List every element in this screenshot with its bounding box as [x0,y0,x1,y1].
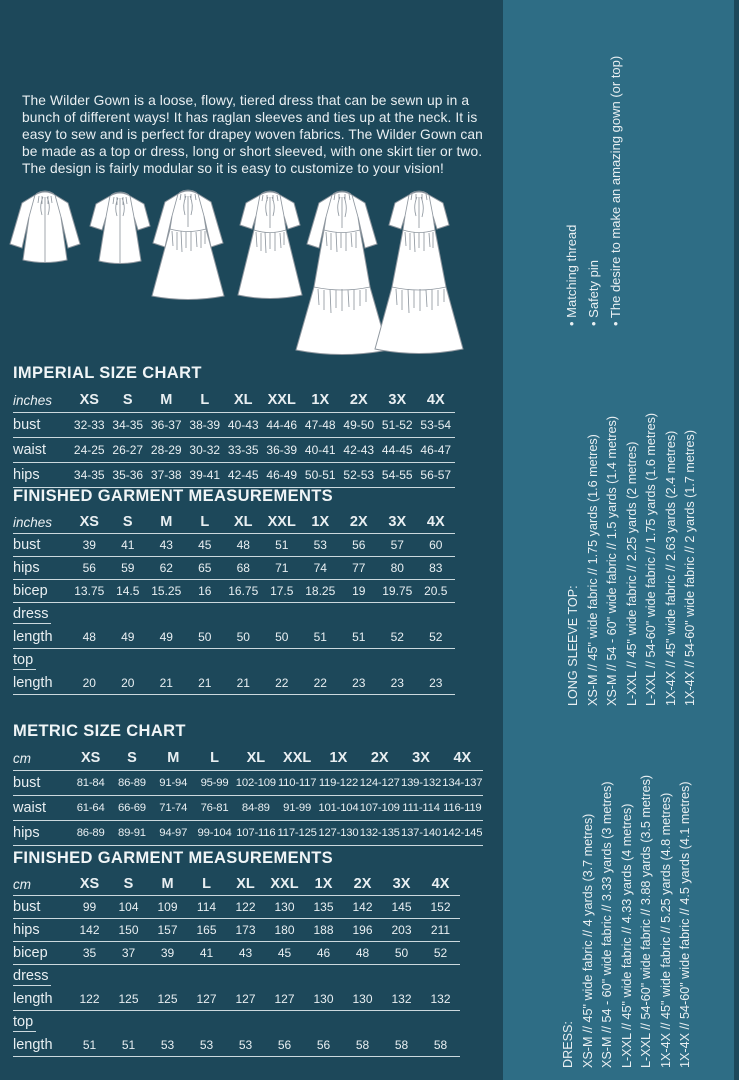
measurement-value: 42-45 [227,468,259,482]
measurement-value: 57 [390,538,404,552]
measurement-value: 68 [236,561,250,575]
measurement-value: 99 [82,900,97,914]
list-item: L-XXL // 45" wide fabric // 2.25 yards (2 metres) [624,441,639,706]
measurement-value: 104 [118,900,139,914]
measurement-value: 173 [235,923,256,937]
measurement-value: 95-99 [200,777,229,789]
table-row [13,988,460,1011]
size-column-header: 1X [311,514,330,530]
measurement-value: 135 [313,900,334,914]
row-label: length [13,991,53,1007]
measurement-value: 14.5 [116,584,140,598]
measurement-value: 117-125 [277,827,317,839]
measurement-value: 49 [159,630,173,644]
illustration-short-sleeve-two-tier-gown [375,191,463,354]
measurement-value: 19.75 [382,584,413,598]
measurement-value: 111-114 [402,802,440,814]
table-row [13,919,460,942]
measurement-value: 51 [352,630,366,644]
measurement-value: 130 [313,992,334,1006]
size-column-header: M [167,750,180,766]
metric-size-chart-table [13,746,483,846]
size-column-header: 4X [431,876,450,892]
measurement-value: 39 [160,946,175,960]
measurement-value: 43 [238,946,253,960]
measurement-value: 23 [352,676,366,690]
measurement-value: 196 [352,923,373,937]
measurement-value: 39-41 [189,468,221,482]
measurement-value: 77 [352,561,366,575]
measurement-value: 40-43 [227,418,259,432]
measurement-value: 142-145 [442,827,483,839]
row-label: hips [13,560,40,576]
measurement-value: 107-116 [236,827,276,839]
unit-label: cm [13,751,31,766]
measurement-value: 61-64 [76,802,105,814]
measurement-value: 50 [236,630,250,644]
table-row [13,965,460,988]
row-label: bust [13,537,41,553]
measurement-value: 53 [313,538,327,552]
size-column-header: XS [79,876,100,892]
measurement-value: 152 [430,900,451,914]
size-column-header: XS [79,514,99,530]
size-column-header: XXL [283,750,312,766]
list-item: 1X-4X // 54-60" wide fabric // 4.5 yards (4.1 metres) [678,781,692,1068]
table-header-row [13,388,455,413]
table-row [13,821,483,846]
measurement-value: 52 [390,630,404,644]
size-column-header: XL [236,876,255,892]
measurement-value: 62 [159,561,173,575]
table-row [13,1011,460,1034]
list-item: XS-M // 54 - 60" wide fabric // 3.33 yards (3 metres) [600,781,614,1068]
list-item: 1X-4X // 45" wide fabric // 2.63 yards (2.4 metres) [663,430,678,706]
size-column-header: L [200,514,210,530]
measurement-value: 51 [82,1038,97,1052]
illustration-short-sleeve-top [90,192,150,264]
list-item: L-XXL // 54-60" wide fabric // 3.88 yards (3.5 metres) [639,774,653,1068]
measurement-value: 165 [196,923,217,937]
size-column-header: M [161,876,174,892]
size-column-header: S [122,514,133,530]
measurement-value: 36-37 [150,418,182,432]
imperial-size-chart-section [13,364,455,488]
measurement-value: 41 [199,946,214,960]
measurement-value: 36-39 [266,443,298,457]
measurement-value: 132 [430,992,451,1006]
size-column-header: XL [233,392,253,408]
measurement-value: 91-94 [159,777,188,789]
long-sleeve-top-fabric-lines [584,368,701,706]
size-column-header: XS [80,750,101,766]
measurement-value: 48 [355,946,370,960]
measurement-value: 46 [316,946,331,960]
table-row [13,771,483,796]
measurement-value: 80 [390,561,404,575]
size-column-header: 2X [353,876,372,892]
measurement-value: 51 [275,538,289,552]
measurement-value: 157 [157,923,178,937]
measurement-value: 33-35 [227,443,259,457]
long-sleeve-top-fabric-requirements [564,368,701,706]
measurement-value: 48 [82,630,96,644]
metric-finished-measurements-title: FINISHED GARMENT MEASUREMENTS [13,849,333,867]
size-column-header: 2X [370,750,389,766]
measurement-value: 51 [313,630,327,644]
measurement-value: 13.75 [74,584,105,598]
table-row [13,1034,460,1057]
measurement-value: 145 [391,900,412,914]
measurement-value: 38-39 [189,418,221,432]
size-column-header: 3X [392,876,411,892]
measurement-value: 142 [79,923,100,937]
measurement-value: 84-89 [241,802,270,814]
measurement-value: 40-41 [304,443,336,457]
table-row [13,796,483,821]
list-item: • The desire to make an amazing gown (or top) [608,55,623,326]
measurement-value: 107-109 [359,802,400,814]
measurement-value: 50 [198,630,212,644]
size-column-header: XL [233,514,253,530]
measurement-value: 71-74 [159,802,188,814]
list-item: • Matching thread [564,224,579,326]
measurement-value: 41 [121,538,135,552]
measurement-value: 35 [82,946,97,960]
measurement-value: 58 [355,1038,370,1052]
measurement-value: 60 [429,538,443,552]
measurement-value: 56 [352,538,366,552]
measurement-value: 37 [121,946,136,960]
size-column-header: XS [79,392,99,408]
size-column-header: 2X [349,514,368,530]
row-label: bust [13,775,41,791]
measurement-value: 127 [196,992,217,1006]
imperial-finished-measurements-title: FINISHED GARMENT MEASUREMENTS [13,487,333,505]
metric-finished-measurements-table [13,873,460,1057]
size-column-header: S [127,750,137,766]
row-label: waist [13,442,47,458]
measurement-value: 211 [430,923,451,937]
row-label: top [13,652,36,670]
measurement-value: 45 [277,946,292,960]
measurement-value: 89-91 [117,827,146,839]
measurement-value: 20 [82,676,96,690]
dress-fabric-requirements [559,727,696,1068]
size-column-header: L [202,876,211,892]
table-header-row [13,873,460,896]
measurement-value: 101-104 [318,802,359,814]
measurement-value: 56 [316,1038,331,1052]
measurement-value: 50 [394,946,409,960]
measurement-value: 59 [121,561,135,575]
row-label: length [13,675,53,691]
dress-fabric-heading: DRESS: [561,1021,575,1068]
measurement-value: 65 [198,561,212,575]
measurement-value: 125 [118,992,139,1006]
imperial-size-chart-table [13,388,455,488]
measurement-value: 49-50 [343,418,375,432]
illustration-long-sleeve-two-tier-gown [296,191,388,355]
measurement-value: 125 [157,992,178,1006]
measurement-value: 86-89 [117,777,146,789]
row-label: top [13,1014,36,1032]
measurement-value: 50 [275,630,289,644]
row-label: length [13,1037,53,1053]
table-header-row [13,746,483,771]
measurement-value: 150 [118,923,139,937]
measurement-value: 46-49 [266,468,298,482]
table-row [13,557,455,580]
list-item: 1X-4X // 54-60" wide fabric // 2 yards (1.7 metres) [683,429,697,706]
row-label: hips [13,825,40,841]
table-row [13,942,460,965]
imperial-finished-measurements-section [13,487,455,695]
measurement-value: 109 [157,900,178,914]
measurement-value: 22 [275,676,289,690]
list-item: XS-M // 45" wide fabric // 1.75 yards (1.6 metres) [585,434,600,706]
size-column-header: 2X [349,392,368,408]
measurement-value: 127 [274,992,295,1006]
measurement-value: 26-27 [112,443,144,457]
notions-list [561,26,627,326]
size-column-header: M [160,392,173,408]
unit-label: inches [13,393,53,408]
measurement-value: 102-109 [235,777,276,789]
metric-size-chart-section [13,722,483,846]
measurement-value: 30-32 [189,443,221,457]
measurement-value: 49 [121,630,135,644]
row-label: bicep [13,945,48,961]
measurement-value: 37-38 [150,468,182,482]
measurement-value: 39 [82,538,96,552]
measurement-value: 56 [277,1038,292,1052]
metric-size-chart-title: METRIC SIZE CHART [13,722,186,740]
row-label: dress [13,968,51,986]
notions-items [561,26,627,326]
measurement-value: 45 [198,538,212,552]
measurement-value: 130 [274,900,295,914]
measurement-value: 21 [159,676,173,690]
row-label: waist [13,800,47,816]
row-label: bust [13,899,41,915]
measurement-value: 46-47 [420,443,452,457]
table-row [13,649,455,672]
measurement-value: 124-127 [359,777,400,789]
measurement-value: 34-35 [112,418,144,432]
measurement-value: 74 [313,561,327,575]
list-item: XS-M // 45" wide fabric // 4 yards (3.7 metres) [580,813,595,1068]
list-item: L-XXL // 45" wide fabric // 4.33 yards (4 metres) [619,803,634,1068]
table-row [13,438,455,463]
measurement-value: 122 [79,992,100,1006]
measurement-value: 20 [121,676,135,690]
measurement-value: 16 [198,584,212,598]
measurement-value: 20.5 [424,584,448,598]
size-column-header: 1X [311,392,330,408]
measurement-value: 110-117 [277,777,317,789]
table-row [13,463,455,488]
size-column-header: L [200,392,210,408]
measurement-value: 58 [433,1038,448,1052]
list-item: L-XXL // 54-60" wide fabric // 1.75 yards (1.6 metres) [644,412,658,706]
size-column-header: 4X [426,514,445,530]
size-column-header: 1X [314,876,333,892]
measurement-value: 16.75 [228,584,259,598]
measurement-value: 53-54 [420,418,452,432]
size-column-header: 4X [453,750,472,766]
measurement-value: 22 [313,676,327,690]
measurement-value: 54-55 [381,468,413,482]
size-column-header: 3X [388,392,407,408]
measurement-value: 114 [196,900,217,914]
measurement-value: 127-130 [318,827,359,839]
measurement-value: 139-132 [400,777,442,789]
size-column-header: XL [246,750,266,766]
garment-flats-svg [0,183,500,363]
measurement-value: 23 [429,676,443,690]
table-row [13,580,455,603]
table-header-row [13,511,455,534]
row-label: hips [13,467,40,483]
measurement-value: 34-35 [73,468,105,482]
measurement-value: 53 [199,1038,214,1052]
measurement-value: 130 [352,992,373,1006]
metric-finished-measurements-section [13,849,460,1057]
measurement-value: 53 [160,1038,175,1052]
table-row [13,672,455,695]
illustration-long-sleeve-top [10,191,80,263]
measurement-value: 142 [352,900,373,914]
measurement-value: 43 [159,538,173,552]
table-row [13,603,455,626]
size-column-header: M [160,514,173,530]
illustration-short-sleeve-one-tier-dress [238,191,302,299]
measurement-value: 116-119 [443,802,482,814]
measurement-value: 21 [198,676,212,690]
row-label: hips [13,922,40,938]
size-column-header: XXL [267,514,296,530]
row-label: length [13,629,53,645]
row-label: dress [13,606,51,624]
measurement-value: 86-89 [76,827,105,839]
size-column-header: 3X [388,514,407,530]
measurement-value: 23 [390,676,404,690]
measurement-value: 132 [391,992,412,1006]
imperial-finished-measurements-table [13,511,455,695]
dress-fabric-lines [579,727,696,1068]
intro-paragraph: The Wilder Gown is a loose, flowy, tiered dress that can be sewn up in a bunch of different ways! It has raglan sleeves and ties up at the neck. It is easy to sew and is perfect for drapey woven fabrics. The Wilder Gown can be made as a top or dress, long or short sleeved, with one skirt tier or two. The design is fairly modular so it is easy to customize to your vision! [22,92,483,176]
size-column-header: L [210,750,219,766]
measurement-value: 56 [82,561,96,575]
measurement-value: 18.25 [305,584,336,598]
measurement-value: 42-43 [343,443,375,457]
measurement-value: 44-46 [266,418,298,432]
measurement-value: 51 [121,1038,136,1052]
measurement-value: 94-97 [159,827,188,839]
measurement-value: 19 [352,584,366,598]
size-column-header: 3X [412,750,430,766]
measurement-value: 180 [274,923,295,937]
measurement-value: 119-122 [318,777,359,789]
measurement-value: 81-84 [76,777,105,789]
measurement-value: 52 [433,946,448,960]
measurement-value: 99-104 [197,827,232,839]
measurement-value: 52-53 [343,468,375,482]
measurement-value: 132-135 [359,827,400,839]
list-item: • Safety pin [586,260,601,326]
measurement-value: 52 [429,630,443,644]
measurement-value: 48 [236,538,250,552]
list-item: 1X-4X // 45" wide fabric // 5.25 yards (4.8 metres) [658,792,673,1068]
size-column-header: S [122,392,133,408]
measurement-value: 66-69 [117,802,146,814]
measurement-value: 58 [394,1038,409,1052]
measurement-value: 51-52 [381,418,413,432]
size-column-header: XXL [270,876,299,892]
row-label: bicep [13,583,48,599]
measurement-value: 122 [235,900,256,914]
measurement-value: 71 [275,561,289,575]
measurement-value: 203 [391,923,412,937]
long-sleeve-top-fabric-heading: LONG SLEEVE TOP: [566,585,580,706]
measurement-value: 53 [238,1038,253,1052]
size-column-header: S [123,876,134,892]
measurement-value: 15.25 [151,584,182,598]
table-row [13,896,460,919]
measurement-value: 32-33 [73,418,105,432]
unit-label: cm [13,877,31,892]
measurement-value: 127 [235,992,256,1006]
table-row [13,534,455,557]
measurement-value: 188 [313,923,334,937]
measurement-value: 76-81 [200,802,229,814]
page-right-edge [734,0,739,1080]
measurement-value: 24-25 [73,443,105,457]
measurement-value: 91-99 [283,802,312,814]
measurement-value: 47-48 [304,418,336,432]
measurement-value: 50-51 [304,468,336,482]
size-column-header: 1X [329,750,348,766]
table-row [13,626,455,649]
list-item: XS-M // 54 - 60" wide fabric // 1.5 yards (1.4 metres) [605,415,619,706]
measurement-value: 83 [429,561,443,575]
measurement-value: 137-140 [400,827,442,839]
unit-label: inches [13,515,53,530]
measurement-value: 44-45 [381,443,413,457]
imperial-size-chart-title: IMPERIAL SIZE CHART [13,364,202,382]
table-row [13,413,455,438]
size-column-header: XXL [267,392,296,408]
measurement-value: 134-137 [442,777,483,789]
measurement-value: 35-36 [112,468,144,482]
measurement-value: 28-29 [150,443,182,457]
garment-illustrations [0,183,500,363]
illustration-long-sleeve-one-tier-dress [152,190,224,300]
size-column-header: 4X [426,392,445,408]
measurement-value: 17.5 [270,584,294,598]
measurement-value: 56-57 [420,468,452,482]
row-label: bust [13,417,41,433]
measurement-value: 21 [236,676,250,690]
